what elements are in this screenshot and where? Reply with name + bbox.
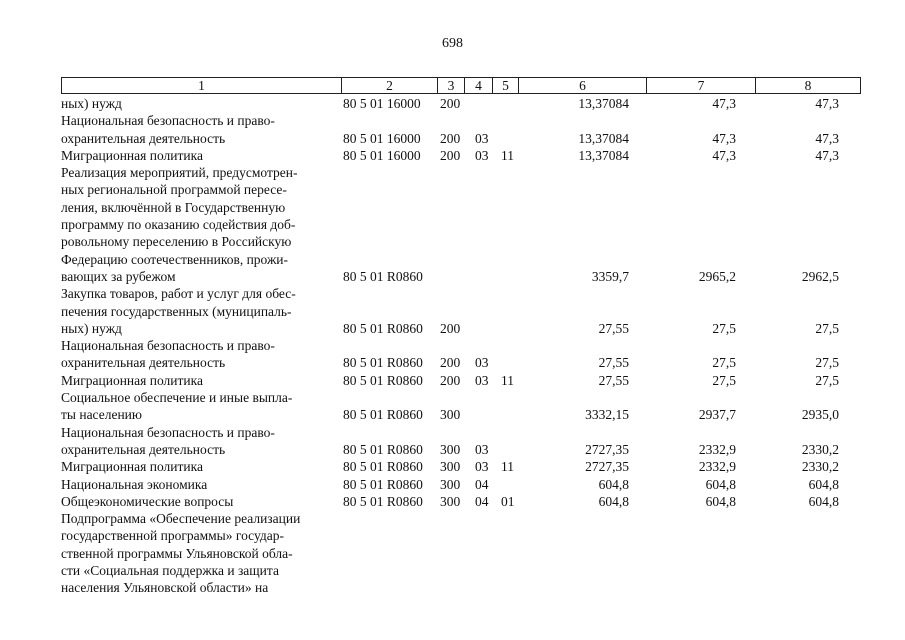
amount-col-6: 27,55 — [598, 320, 629, 336]
target-article-code: 80 5 01 R0860 — [343, 372, 423, 388]
description-line: государственной программы» государ- — [61, 528, 284, 544]
description-line: Миграционная политика — [61, 372, 203, 388]
row-description — [61, 424, 331, 459]
table-row — [61, 389, 851, 424]
description-line: Реализация мероприятий, предусмотрен- — [61, 165, 298, 181]
amount-col-6: 3359,7 — [591, 268, 629, 284]
expense-type-code: 300 — [440, 407, 461, 423]
table-row — [61, 337, 851, 372]
column-header-8: 8 — [756, 78, 861, 94]
column-header-2: 2 — [342, 78, 438, 94]
amount-col-8: 27,5 — [815, 355, 839, 371]
table-row — [61, 493, 851, 510]
expense-type-code: 300 — [440, 476, 461, 492]
description-line: населения Ульяновской области» на — [61, 580, 269, 596]
amount-col-8: 604,8 — [808, 476, 839, 492]
target-article-code: 80 5 01 R0860 — [343, 493, 423, 509]
description-line: Социальное обеспечение и иные выпла- — [61, 390, 293, 406]
column-header-7: 7 — [647, 78, 756, 94]
target-article-code: 80 5 01 16000 — [343, 147, 421, 163]
amount-col-6: 2727,35 — [585, 441, 629, 457]
description-line: охранительная деятельность — [61, 355, 226, 371]
section-code: 03 — [475, 355, 489, 371]
amount-col-6: 13,37084 — [578, 96, 629, 111]
target-article-code: 80 5 01 R0860 — [343, 320, 423, 336]
expense-type-code: 300 — [440, 493, 461, 509]
description-line: Подпрограмма «Обеспечение реализации — [61, 511, 301, 527]
description-line: ления, включённой в Государственную — [61, 199, 286, 215]
amount-col-7: 27,5 — [712, 372, 736, 388]
section-code: 03 — [475, 130, 489, 146]
amount-col-7: 2332,9 — [698, 441, 736, 457]
description-line: ты населению — [61, 407, 142, 423]
amount-col-8: 27,5 — [815, 320, 839, 336]
amount-col-6: 27,55 — [598, 372, 629, 388]
row-description — [61, 95, 331, 112]
description-line: Федерацию соотечественников, прожи- — [61, 251, 289, 267]
page-number: 698 — [442, 36, 463, 51]
row-description — [61, 112, 331, 147]
subsection-code: 01 — [501, 493, 515, 509]
description-line: Закупка товаров, работ и услуг для обес- — [61, 286, 296, 302]
amount-col-7: 27,5 — [712, 355, 736, 371]
amount-col-8: 2330,2 — [801, 441, 839, 457]
target-article-code: 80 5 01 R0860 — [343, 268, 423, 284]
description-line: вающих за рубежом — [61, 268, 176, 284]
table-row — [61, 510, 851, 596]
amount-col-7: 27,5 — [712, 320, 736, 336]
table-row — [61, 372, 851, 389]
row-description — [61, 164, 331, 285]
table-row — [61, 112, 851, 147]
expense-type-code: 300 — [440, 441, 461, 457]
column-header-4: 4 — [465, 78, 493, 94]
description-line: ных) нужд — [61, 320, 122, 336]
table-row — [61, 476, 851, 493]
row-description — [61, 337, 331, 372]
amount-col-7: 604,8 — [705, 493, 736, 509]
description-line: ственной программы Ульяновской обла- — [61, 545, 293, 561]
section-code: 03 — [475, 459, 489, 475]
description-line: ровольному переселению в Российскую — [61, 234, 292, 250]
amount-col-8: 2935,0 — [801, 407, 839, 423]
amount-col-8: 47,3 — [815, 147, 839, 163]
description-line: Миграционная политика — [61, 147, 203, 163]
amount-col-7: 47,3 — [712, 96, 736, 111]
amount-col-6: 2727,35 — [585, 459, 629, 475]
column-header-row — [62, 78, 861, 94]
description-line: Национальная экономика — [61, 476, 208, 492]
row-description — [61, 510, 331, 596]
amount-col-7: 47,3 — [712, 147, 736, 163]
amount-col-8: 2962,5 — [801, 268, 839, 284]
subsection-code: 11 — [501, 372, 514, 388]
row-description — [61, 476, 331, 493]
section-code: 03 — [475, 441, 489, 457]
description-line: печения государственных (муниципаль- — [61, 303, 292, 319]
expense-type-code: 200 — [440, 147, 461, 163]
amount-col-7: 2965,2 — [698, 268, 736, 284]
amount-col-6: 27,55 — [598, 355, 629, 371]
description-line: ных) нужд — [61, 96, 122, 111]
expense-type-code: 200 — [440, 96, 461, 111]
target-article-code: 80 5 01 R0860 — [343, 459, 423, 475]
target-article-code: 80 5 01 R0860 — [343, 441, 423, 457]
amount-col-6: 13,37084 — [578, 147, 629, 163]
row-description — [61, 389, 331, 424]
expense-type-code: 200 — [440, 355, 461, 371]
section-code: 04 — [475, 493, 489, 509]
expense-type-code: 300 — [440, 459, 461, 475]
table-row — [61, 458, 851, 475]
table-row — [61, 164, 851, 285]
table-row — [61, 424, 851, 459]
table-row — [61, 285, 851, 337]
amount-col-8: 604,8 — [808, 493, 839, 509]
target-article-code: 80 5 01 R0860 — [343, 355, 423, 371]
description-line: сти «Социальная поддержка и защита — [61, 563, 279, 579]
row-description — [61, 372, 331, 389]
table-row — [61, 147, 851, 164]
amount-col-7: 2332,9 — [698, 459, 736, 475]
column-header-1: 1 — [62, 78, 342, 94]
budget-table-body — [61, 95, 851, 597]
target-article-code: 80 5 01 16000 — [343, 96, 421, 111]
amount-col-6: 604,8 — [598, 493, 629, 509]
amount-col-8: 47,3 — [815, 96, 839, 111]
amount-col-7: 47,3 — [712, 130, 736, 146]
expense-type-code: 200 — [440, 320, 461, 336]
amount-col-6: 3332,15 — [585, 407, 629, 423]
row-description — [61, 285, 331, 337]
section-code: 03 — [475, 372, 489, 388]
description-line: Миграционная политика — [61, 459, 203, 475]
column-header-6: 6 — [519, 78, 647, 94]
column-header-table — [61, 77, 861, 94]
row-description — [61, 493, 331, 510]
description-line: Национальная безопасность и право- — [61, 113, 275, 129]
row-description — [61, 147, 331, 164]
amount-col-6: 604,8 — [598, 476, 629, 492]
description-line: Общеэкономические вопросы — [61, 493, 234, 509]
amount-col-8: 47,3 — [815, 130, 839, 146]
row-description — [61, 458, 331, 475]
column-header-3: 3 — [438, 78, 465, 94]
subsection-code: 11 — [501, 147, 514, 163]
subsection-code: 11 — [501, 459, 514, 475]
amount-col-8: 2330,2 — [801, 459, 839, 475]
target-article-code: 80 5 01 R0860 — [343, 476, 423, 492]
amount-col-8: 27,5 — [815, 372, 839, 388]
target-article-code: 80 5 01 R0860 — [343, 407, 423, 423]
column-header-5: 5 — [493, 78, 519, 94]
section-code: 04 — [475, 476, 489, 492]
description-line: Национальная безопасность и право- — [61, 424, 275, 440]
expense-type-code: 200 — [440, 372, 461, 388]
amount-col-6: 13,37084 — [578, 130, 629, 146]
table-row — [61, 95, 851, 112]
description-line: Национальная безопасность и право- — [61, 338, 275, 354]
expense-type-code: 200 — [440, 130, 461, 146]
amount-col-7: 604,8 — [705, 476, 736, 492]
section-code: 03 — [475, 147, 489, 163]
amount-col-7: 2937,7 — [698, 407, 736, 423]
target-article-code: 80 5 01 16000 — [343, 130, 421, 146]
description-line: охранительная деятельность — [61, 130, 226, 146]
description-line: ных региональной программой пересе- — [61, 182, 287, 198]
description-line: охранительная деятельность — [61, 441, 226, 457]
description-line: программу по оказанию содействия доб- — [61, 217, 296, 233]
